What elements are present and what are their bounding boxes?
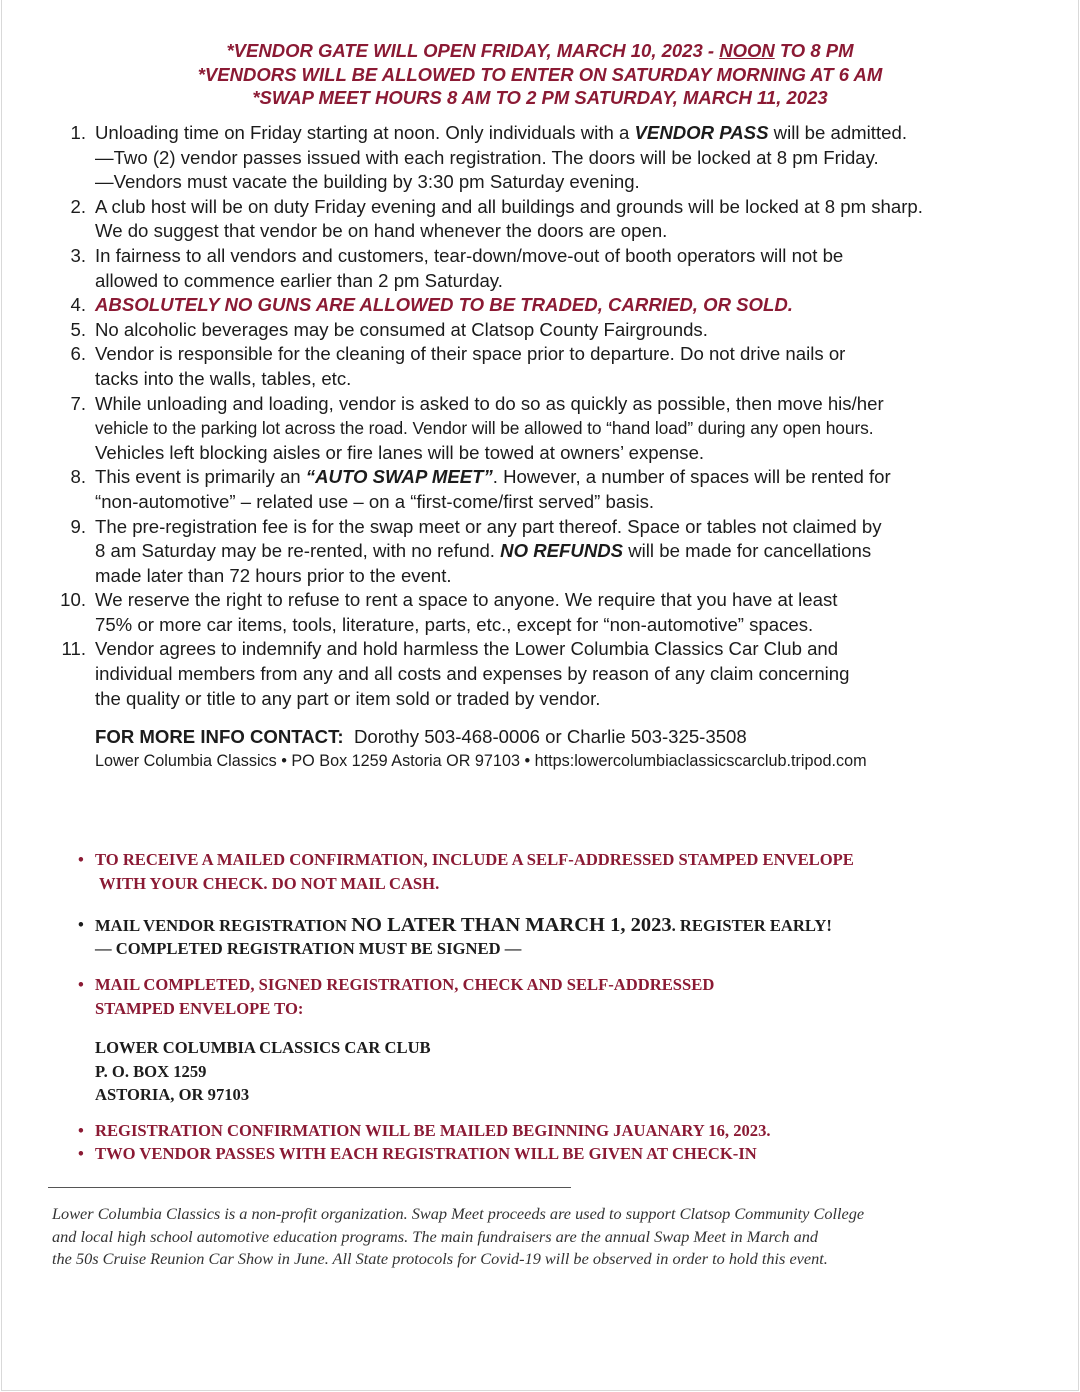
- rule-6: [0, 342, 1080, 391]
- club-address-line: Lower Columbia Classics • PO Box 1259 Astoria OR 97103 • https:lowercolumbiaclassicscarclub.tripod.com: [95, 752, 867, 770]
- schedule-header: [0, 39, 1080, 110]
- bullet-dot: •: [78, 1144, 84, 1163]
- rule-1-line-2: —Two (2) vendor passes issued with each registration. The doors will be locked at 8 pm Friday.: [95, 146, 879, 168]
- deadline-text: MAIL VENDOR REGISTRATION: [95, 916, 352, 935]
- no-guns-rule: ABSOLUTELY NO GUNS ARE ALLOWED TO BE TRADED, CARRIED, OR SOLD.: [95, 294, 793, 316]
- rule-text: will be admitted.: [768, 122, 907, 143]
- rule-2: [0, 195, 1080, 244]
- footer-line-2: and local high school automotive education programs. The main fundraisers are the annual Swap Meet in March and: [52, 1226, 819, 1246]
- rule-text: will be made for cancellations: [623, 540, 872, 562]
- divider: [48, 1187, 571, 1188]
- rule-number: 7.: [70, 392, 86, 414]
- rule-8-line-2: “non-automotive” – related use – on a “first-come/first served” basis.: [95, 490, 655, 512]
- rule-9-line-3: made later than 72 hours prior to the event.: [95, 564, 452, 586]
- rule-number: 6.: [70, 343, 86, 365]
- footer-note: [52, 1203, 864, 1271]
- rule-text: This event is primarily an: [95, 466, 306, 488]
- address-line-3: ASTORIA, OR 97103: [95, 1085, 250, 1104]
- rule-4: [0, 293, 1080, 318]
- contact-label: FOR MORE INFO CONTACT:: [95, 726, 344, 747]
- rule-11-line-3: the quality or title to any part or item sold or traded by vendor.: [95, 687, 601, 709]
- rule-text: . However, a number of spaces will be rented for: [492, 466, 891, 488]
- rule-11: [0, 637, 1080, 711]
- rule-number: 3.: [70, 244, 86, 266]
- rule-9: [0, 515, 1080, 589]
- bullet-dot: •: [78, 975, 84, 994]
- rule-number: 2.: [70, 195, 86, 217]
- rule-2-line-2: We do suggest that vendor be on hand whenever the doors are open.: [95, 220, 668, 242]
- rule-8-line-1: [95, 465, 1080, 490]
- rule-1: [0, 121, 1080, 195]
- deadline-text: . REGISTER EARLY!: [671, 916, 832, 935]
- rule-11-line-2: individual members from any and all costs and expenses by reason of any claim concerning: [95, 663, 850, 685]
- rule-number: 11.: [61, 638, 86, 660]
- rule-6-line-1: Vendor is responsible for the cleaning of their space prior to departure. Do not drive nails or: [95, 343, 846, 365]
- bullet-text: STAMPED ENVELOPE TO:: [95, 999, 304, 1018]
- rule-6-line-2: tacks into the walls, tables, etc.: [95, 367, 352, 389]
- bullet-text: WITH YOUR CHECK. DO NOT MAIL CASH.: [99, 874, 440, 893]
- rule-number: 10.: [60, 589, 86, 611]
- rule-1-line-1: [95, 121, 1080, 146]
- no-refunds-emphasis: NO REFUNDS: [500, 540, 624, 562]
- bullet-text: TWO VENDOR PASSES WITH EACH REGISTRATION WILL BE GIVEN AT CHECK-IN: [95, 1144, 757, 1163]
- footer-line-1: Lower Columbia Classics is a non-profit organization. Swap Meet proceeds are used to support Clatsop Community College: [52, 1204, 865, 1223]
- rule-text: Unloading time on Friday starting at noon. Only individuals with a: [95, 122, 635, 143]
- header-line-1-end: TO 8 PM: [774, 40, 854, 61]
- rule-7-line-3: Vehicles left blocking aisles or fire lanes will be towed at owners’ expense.: [95, 441, 705, 463]
- bullet-text: [95, 913, 832, 938]
- rule-number: 5.: [70, 318, 86, 340]
- rule-9-line-2: [95, 539, 1080, 564]
- rule-text: 8 am Saturday may be re-rented, with no refund.: [95, 540, 501, 562]
- rule-7-line-1: While unloading and loading, vendor is asked to do so as quickly as possible, then move his/her: [95, 392, 884, 414]
- rule-number: 8.: [70, 466, 86, 488]
- bullet-dot: •: [78, 1121, 84, 1140]
- rule-1-line-3: —Vendors must vacate the building by 3:30 pm Saturday evening.: [95, 171, 640, 193]
- rule-3-line-1: In fairness to all vendors and customers, tear-down/move-out of booth operators will not be: [95, 244, 844, 266]
- signature-required: — COMPLETED REGISTRATION MUST BE SIGNED —: [95, 939, 522, 958]
- rule-3-line-2: allowed to commence earlier than 2 pm Saturday.: [95, 269, 503, 291]
- header-line-1-text: *VENDOR GATE WILL OPEN FRIDAY, MARCH 10, 2023 -: [226, 40, 720, 61]
- header-noon: NOON: [719, 40, 775, 61]
- contact-phones: Dorothy 503-468-0006 or Charlie 503-325-3508: [353, 726, 747, 747]
- rule-11-line-1: Vendor agrees to indemnify and hold harmless the Lower Columbia Classics Car Club and: [95, 638, 839, 660]
- deadline-date: NO LATER THAN MARCH 1, 2023: [351, 914, 672, 936]
- rule-7: [0, 392, 1080, 466]
- address-line-2: P. O. BOX 1259: [95, 1061, 207, 1081]
- rules-list: [0, 121, 1080, 711]
- rule-5: [0, 318, 1080, 343]
- rule-5-line-1: No alcoholic beverages may be consumed at Clatsop County Fairgrounds.: [95, 318, 708, 340]
- address-line-1: LOWER COLUMBIA CLASSICS CAR CLUB: [95, 1038, 431, 1057]
- bullet-text: REGISTRATION CONFIRMATION WILL BE MAILED BEGINNING JAUANARY 16, 2023.: [95, 1121, 771, 1140]
- bullet-text: MAIL COMPLETED, SIGNED REGISTRATION, CHECK AND SELF-ADDRESSED: [95, 975, 715, 994]
- rule-7-line-2: vehicle to the parking lot across the road. Vendor will be allowed to “hand load” during any open hours.: [95, 418, 874, 439]
- header-line-3: *SWAP MEET HOURS 8 AM TO 2 PM SATURDAY, MARCH 11, 2023: [252, 87, 828, 108]
- rule-3: [0, 244, 1080, 293]
- rule-8: [0, 465, 1080, 514]
- rule-number: 9.: [70, 515, 86, 537]
- auto-swap-meet-emphasis: “AUTO SWAP MEET”: [305, 466, 493, 488]
- rule-10-line-2: 75% or more car items, tools, literature, parts, etc., except for “non-automotive” spaces.: [95, 613, 814, 635]
- rule-9-line-1: The pre-registration fee is for the swap meet or any part thereof. Space or tables not claimed by: [95, 515, 882, 537]
- header-line-2: *VENDORS WILL BE ALLOWED TO ENTER ON SATURDAY MORNING AT 6 AM: [197, 63, 883, 85]
- rule-number: 4.: [70, 294, 86, 316]
- contact-line: [95, 725, 747, 749]
- bullet-text: TO RECEIVE A MAILED CONFIRMATION, INCLUDE A SELF-ADDRESSED STAMPED ENVELOPE: [95, 850, 854, 869]
- rule-2-line-1: A club host will be on duty Friday evening and all buildings and grounds will be locked at 8 pm sharp.: [95, 195, 923, 217]
- bullet-dot: •: [78, 850, 84, 869]
- mailing-address: [95, 1036, 431, 1107]
- vendor-pass-emphasis: VENDOR PASS: [634, 122, 769, 143]
- bullet-dot: •: [78, 915, 84, 934]
- header-line-1: [0, 39, 1080, 63]
- rule-10: [0, 588, 1080, 637]
- rule-number: 1.: [70, 122, 86, 143]
- rule-10-line-1: We reserve the right to refuse to rent a space to anyone. We require that you have at least: [95, 589, 838, 611]
- footer-line-3: the 50s Cruise Reunion Car Show in June. All State protocols for Covid-19 will be observed in order to hold this event.: [52, 1249, 828, 1268]
